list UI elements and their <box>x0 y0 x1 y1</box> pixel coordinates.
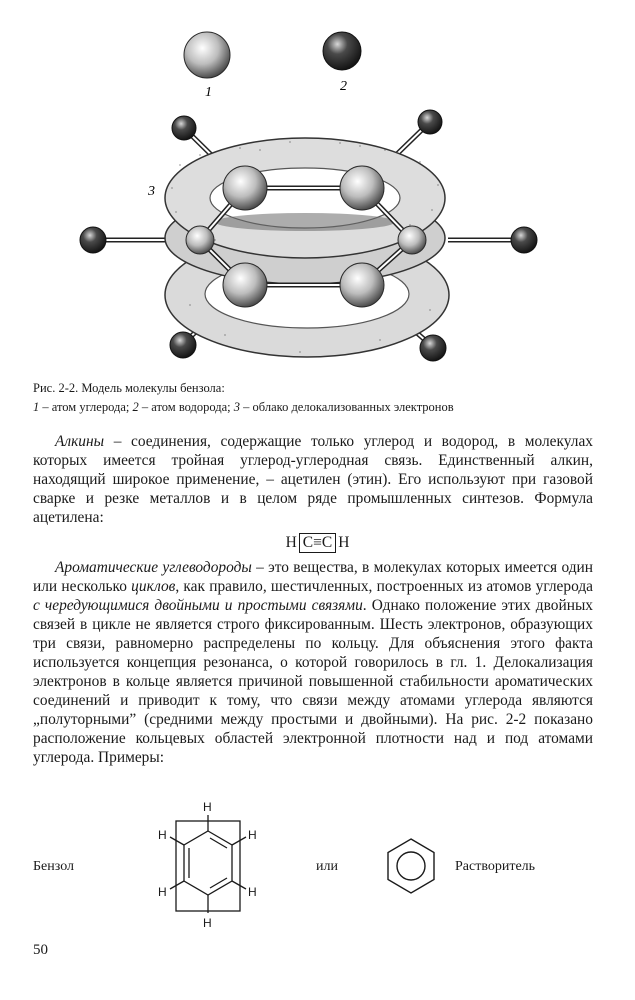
caption-num-2: 2 <box>132 400 139 414</box>
benzene-h-top-left: H <box>158 828 167 842</box>
formula-triple-bond: C≡C <box>299 533 336 553</box>
term-aromatic: Ароматические углеводороды <box>55 559 252 576</box>
paragraph-alkynes <box>33 432 593 527</box>
example-benzene-name: Бензол <box>33 859 74 874</box>
example-or: или <box>316 859 338 874</box>
legend-hydrogen-atom <box>323 32 361 70</box>
term-alkynes: Алкины <box>55 433 105 450</box>
term-cycles: циклов <box>131 578 176 595</box>
paragraph-aromatic-text-3: . Однако положение этих двойных связей в цикле не является строго фиксированным. Шесть электронов, образующих три связи, равномерно распределены по кольцу. Для объяснения этого факта используется концепция резонанса, о которой говорилось в гл. 1. Делокализация электронов в кольце является причиной повышенной стабильности ароматических соединений и приводит к тому, что связи между атомами углерода являются „полуторными” (средними между простыми и двойными). На рис. 2-2 показано расположение кольцевых областей электронной плотности над и под атомами углерода. Примеры: <box>33 597 593 766</box>
caption-text-3: – облако делокализованных электронов <box>240 400 454 414</box>
figure-caption-title <box>33 380 608 397</box>
figure-caption-legend <box>33 399 608 416</box>
benzene-kekule-structure <box>140 795 280 935</box>
formula-h-right: H <box>338 534 350 551</box>
benzene-model-figure <box>0 0 635 375</box>
paragraph-alkynes-text: – соединения, содержащие только углерод и водород, в молекулах которых имеется тройная углерод-углеродная связь. Единственный алкин, находящий широкое применение, – ацетилен (этин). Его используют при газовой сварке и резке металлов и в целом ряде промышленных синтезов. Формула ацетилена: <box>33 433 593 526</box>
benzene-h-top-right: H <box>248 828 257 842</box>
legend-label-2: 2 <box>340 79 347 94</box>
example-solvent-note: Растворитель <box>455 859 536 874</box>
legend-carbon-atom <box>184 32 230 78</box>
acetylene-formula <box>0 533 635 555</box>
benzene-h-top: H <box>203 800 212 814</box>
paragraph-aromatic <box>33 558 593 767</box>
cloud-label-3: 3 <box>148 184 155 199</box>
benzene-h-bottom: H <box>203 916 212 930</box>
caption-num-3: 3 <box>233 400 241 414</box>
page-number: 50 <box>33 942 48 958</box>
paragraph-aromatic-text-1: – это вещества, в молекулах которых имеется один или несколько <box>33 559 593 595</box>
term-alternating-bonds: с чередующимися двойными и простыми связями <box>33 597 363 614</box>
benzene-h-bottom-left: H <box>158 885 167 899</box>
paragraph-aromatic-text-2: , как правило, шестичленных, построенных из атомов углерода <box>175 578 593 595</box>
caption-text-1: – атом углерода; <box>39 400 133 414</box>
legend-label-1: 1 <box>205 85 212 100</box>
formula-h-left: H <box>285 534 297 551</box>
benzene-h-bottom-right: H <box>248 885 257 899</box>
caption-text-2: – атом водорода; <box>138 400 234 414</box>
caption-num-1: 1 <box>33 400 40 414</box>
benzene-ring-structure <box>380 835 442 897</box>
caption-title: Рис. 2-2. Модель молекулы бензола: <box>33 381 225 395</box>
